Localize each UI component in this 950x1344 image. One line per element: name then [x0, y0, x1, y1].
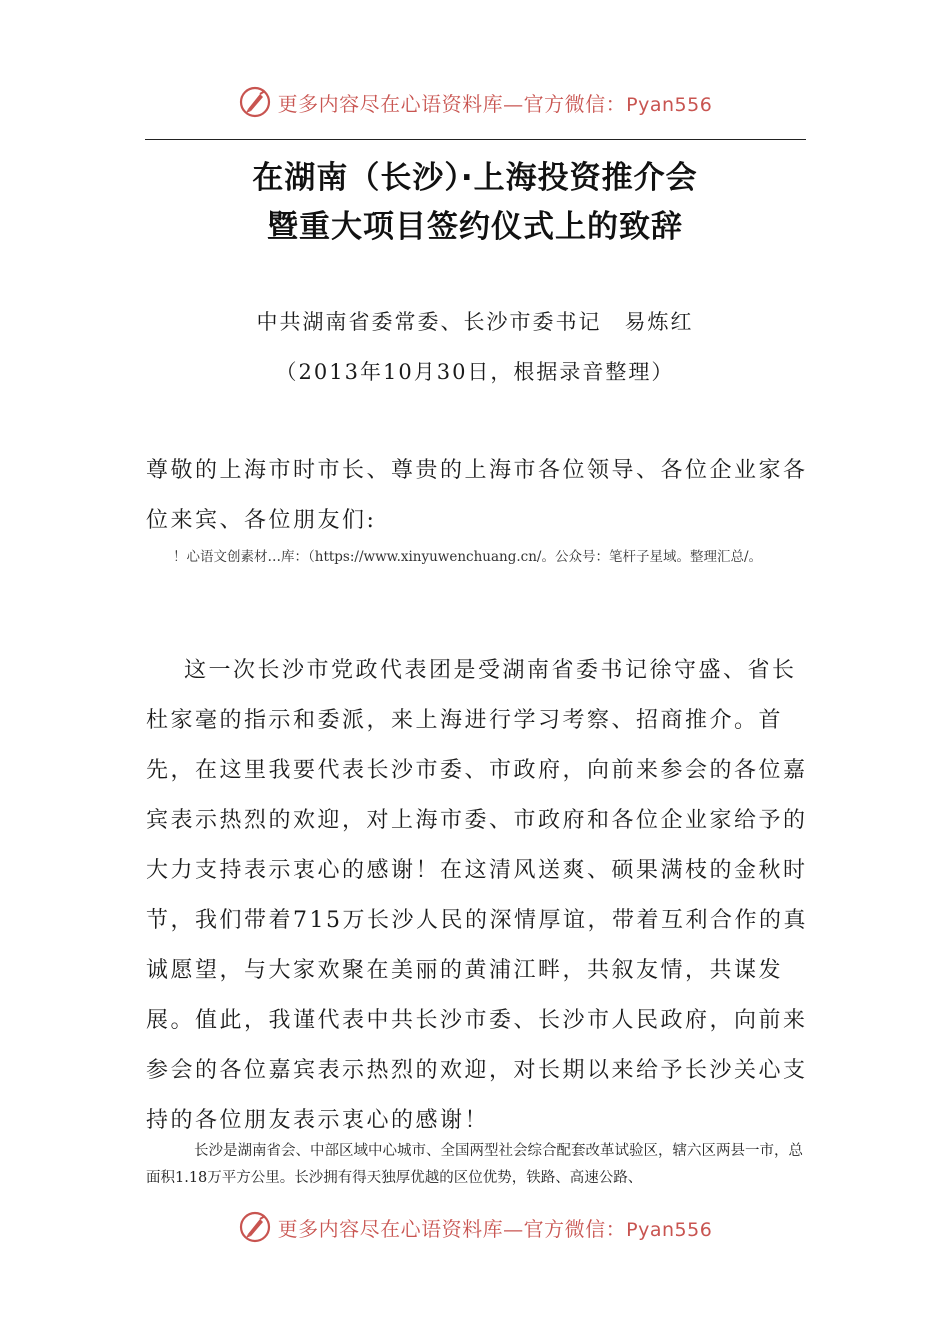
- header-divider: [145, 139, 806, 140]
- document-title-line2: 暨重大项目签约仪式上的致辞: [267, 209, 683, 245]
- banner-text: [278, 88, 713, 117]
- body-paragraph-1: 这一次长沙市党政代表团是受湖南省委书记徐守盛、省长杜家毫的指示和委派，来上海进行学习考察、招商推介。首先，在这里我要代表长沙市委、市政府，向前来参会的各位嘉宾表示热烈的欢迎，对上海市委、市政府和各位企业家给予的大力支持表示衷心的感谢！在这清风送爽、硕果满枝的金秋时节，我们带着715万长沙人民的深情厚谊，带着互利合作的真诚愿望，与大家欢聚在美丽的黄浦江畔，共叙友情，共谋发展。值此，我谨代表中共长沙市委、长沙市人民政府，向前来参会的各位嘉宾表示热烈的欢迎，对长期以来给予长沙关心支持的各位朋友表示衷心的感谢！: [146, 658, 808, 1133]
- author-line: 中共湖南省委常委、长沙市委书记 易炼红: [256, 310, 694, 334]
- banner-wechat-id: Pyan556: [626, 1218, 713, 1241]
- banner-wechat-id: Pyan556: [626, 93, 713, 116]
- document-title-line1: 在湖南（长沙）·上海投资推介会: [252, 160, 698, 196]
- greeting-paragraph: 尊敬的上海市时市长、尊贵的上海市各位领导、各位企业家各位来宾、各位朋友们:: [146, 458, 808, 533]
- quill-pen-icon: [238, 1210, 272, 1244]
- date-line: （2013年10月30日，根据录音整理）: [275, 360, 675, 384]
- footer-banner: [0, 1207, 950, 1247]
- source-note: ！心语文创素材…库：（https://www.xinyuwenchuang.cn/。公众号：笔杆子星域。整理汇总/。: [173, 549, 763, 565]
- body-paragraph-2: 长沙是湖南省会、中部区域中心城市、全国两型社会综合配套改革试验区，辖六区两县一市，总面积1.18万平方公里。长沙拥有得天独厚优越的区位优势，铁路、高速公路、: [146, 1143, 803, 1186]
- banner-text: [278, 1213, 713, 1242]
- header-banner: [0, 82, 950, 122]
- banner-label: 更多内容尽在心语资料库—官方微信：: [277, 91, 627, 116]
- banner-label: 更多内容尽在心语资料库—官方微信：: [277, 1216, 627, 1241]
- quill-pen-icon: [238, 85, 272, 119]
